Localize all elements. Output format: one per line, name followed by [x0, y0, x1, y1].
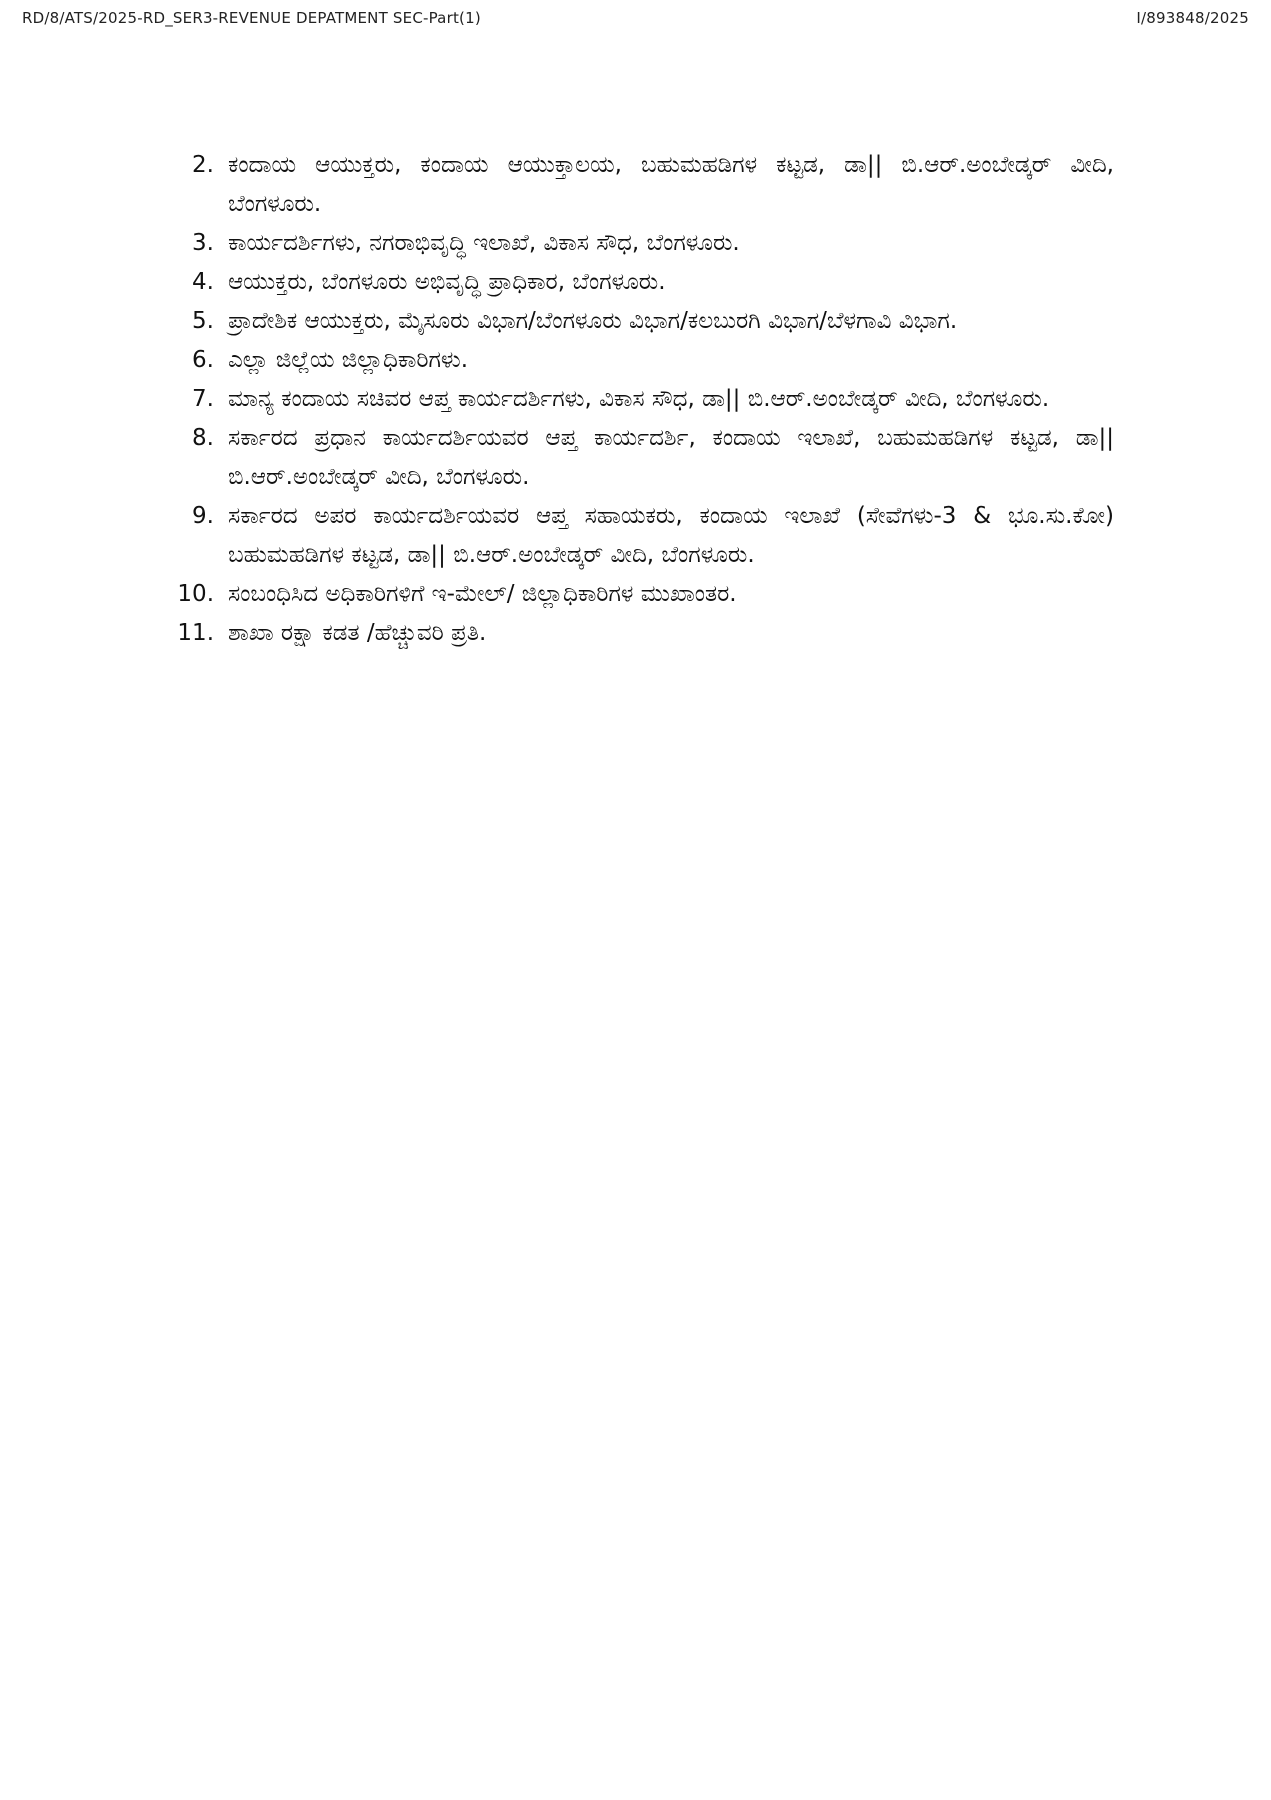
item-number: 10.: [177, 581, 214, 607]
document-number: I/893848/2025: [1136, 9, 1249, 27]
item-text: ಸಂಬಂಧಿಸಿದ ಅಧಿಕಾರಿಗಳಿಗೆ ಇ-ಮೇಲ್/ ಜಿಲ್ಲಾಧಿಕಾರಿಗಳ ಮುಖಾಂತರ.: [228, 581, 737, 607]
item-number: 3.: [192, 230, 214, 256]
item-text: ಆಯುಕ್ತರು, ಬೆಂಗಳೂರು ಅಭಿವೃದ್ಧಿ ಪ್ರಾಧಿಕಾರ, ಬೆಂಗಳೂರು.: [228, 269, 666, 295]
list-item: [170, 263, 1114, 302]
list-item: [170, 341, 1114, 380]
list-item: [170, 302, 1114, 341]
file-reference: RD/8/ATS/2025-RD_SER3-REVENUE DEPATMENT SEC-Part(1): [22, 9, 481, 27]
item-number: 11.: [177, 620, 214, 646]
copy-to-list: [170, 146, 1114, 653]
item-number: 2.: [192, 152, 214, 178]
item-text: ಸರ್ಕಾರದ ಅಪರ ಕಾರ್ಯದರ್ಶಿಯವರ ಆಪ್ತ ಸಹಾಯಕರು, ಕಂದಾಯ ಇಲಾಖೆ (ಸೇವೆಗಳು-3 & ಭೂ.ಸು.ಕೋ) ಬಹುಮಹಡಿಗಳ ಕಟ್ಟಡ, ಡಾ|| ಬಿ.ಆರ್.ಅಂಬೇಡ್ಕರ್ ವೀದಿ, ಬೆಂಗಳೂರು.: [228, 503, 1114, 568]
list-item: [170, 614, 1114, 653]
item-text: ಸರ್ಕಾರದ ಪ್ರಧಾನ ಕಾರ್ಯದರ್ಶಿಯವರ ಆಪ್ತ ಕಾರ್ಯದರ್ಶಿ, ಕಂದಾಯ ಇಲಾಖೆ, ಬಹುಮಹಡಿಗಳ ಕಟ್ಟಡ, ಡಾ|| ಬಿ.ಆರ್.ಅಂಬೇಡ್ಕರ್ ವೀದಿ, ಬೆಂಗಳೂರು.: [228, 425, 1114, 490]
list-item: [170, 224, 1114, 263]
item-number: 5.: [192, 308, 214, 334]
list-item: [170, 575, 1114, 614]
item-number: 7.: [192, 386, 214, 412]
item-text: ಮಾನ್ಯ ಕಂದಾಯ ಸಚಿವರ ಆಪ್ತ ಕಾರ್ಯದರ್ಶಿಗಳು, ವಿಕಾಸ ಸೌಧ, ಡಾ|| ಬಿ.ಆರ್.ಅಂಬೇಡ್ಕರ್ ವೀದಿ, ಬೆಂಗಳೂರು.: [228, 386, 1050, 412]
list-item: [170, 497, 1114, 575]
item-number: 8.: [192, 425, 214, 451]
list-item: [170, 380, 1114, 419]
item-text: ಶಾಖಾ ರಕ್ಷಾ ಕಡತ /ಹೆಚ್ಚುವರಿ ಪ್ರತಿ.: [228, 620, 487, 646]
item-number: 9.: [192, 503, 214, 529]
list-item: [170, 419, 1114, 497]
item-number: 4.: [192, 269, 214, 295]
page-header: [22, 6, 1249, 30]
list-item: [170, 146, 1114, 224]
item-text: ಕಂದಾಯ ಆಯುಕ್ತರು, ಕಂದಾಯ ಆಯುಕ್ತಾಲಯ, ಬಹುಮಹಡಿಗಳ ಕಟ್ಟಡ, ಡಾ|| ಬಿ.ಆರ್.ಅಂಬೇಡ್ಕರ್ ವೀದಿ, ಬೆಂಗಳೂರು.: [228, 152, 1114, 217]
item-text: ಪ್ರಾದೇಶಿಕ ಆಯುಕ್ತರು, ಮೈಸೂರು ವಿಭಾಗ/ಬೆಂಗಳೂರು ವಿಭಾಗ/ಕಲಬುರಗಿ ವಿಭಾಗ/ಬೆಳಗಾವಿ ವಿಭಾಗ.: [228, 308, 958, 334]
item-text: ಕಾರ್ಯದರ್ಶಿಗಳು, ನಗರಾಭಿವೃದ್ಧಿ ಇಲಾಖೆ, ವಿಕಾಸ ಸೌಧ, ಬೆಂಗಳೂರು.: [228, 230, 740, 256]
item-text: ಎಲ್ಲಾ ಜಿಲ್ಲೆಯ ಜಿಲ್ಲಾಧಿಕಾರಿಗಳು.: [228, 347, 469, 373]
item-number: 6.: [192, 347, 214, 373]
